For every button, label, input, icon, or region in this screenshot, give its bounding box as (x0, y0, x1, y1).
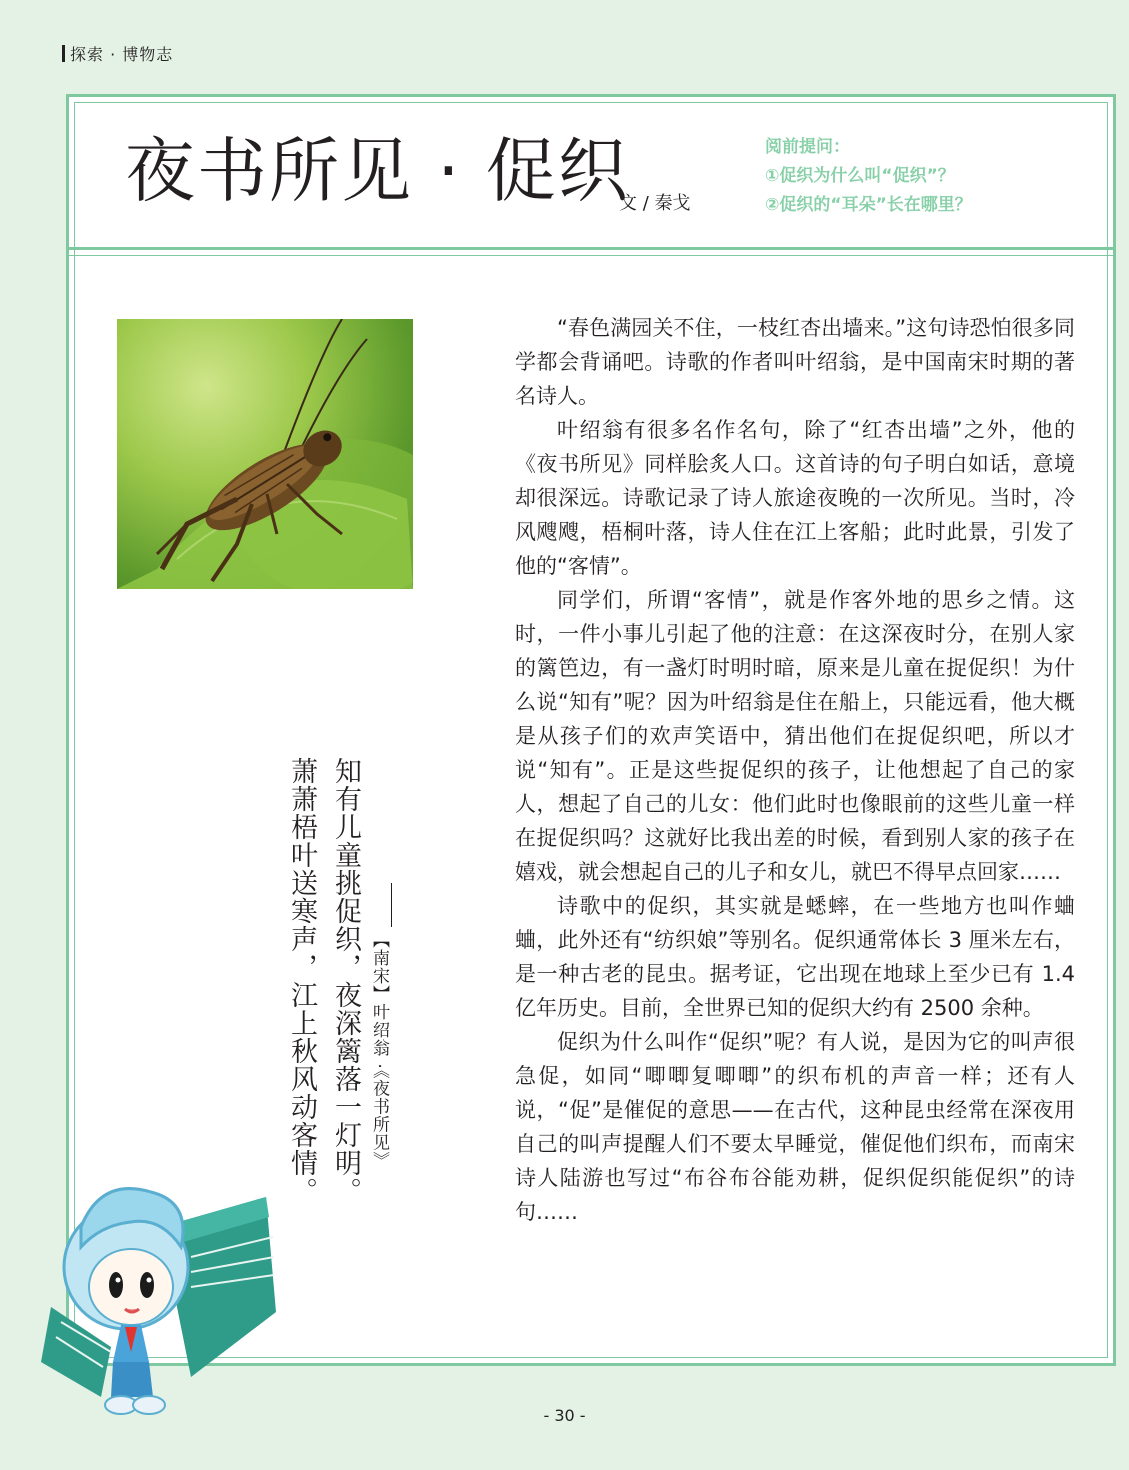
section-label-text: 探索 · 博物志 (70, 45, 174, 64)
title-divider (69, 247, 1113, 256)
cricket-photo (117, 319, 413, 589)
article-frame (66, 94, 1116, 1366)
prequestion-item: ①促织为什么叫“促织”？ (765, 166, 955, 186)
attribution-dash (391, 883, 392, 927)
prequestions-box (765, 133, 972, 220)
cricket-illustration (117, 319, 413, 589)
section-bar (62, 45, 65, 62)
prequestion-item: ②促织的“耳朵”长在哪里？ (765, 195, 972, 215)
article-paragraph: “春色满园关不住，一枝红杏出墙来。”这句诗恐怕很多同学都会背诵吧。诗歌的作者叫叶绍翁，是中国南宋时期的著名诗人。 (515, 316, 1075, 408)
poem-attribution-text: 【南宋】叶绍翁 ·《夜书所见》 (369, 931, 389, 1170)
poem-attribution (367, 883, 392, 1169)
mascot-illustration (41, 1147, 281, 1437)
article-paragraph: 促织为什么叫作“促织”呢？有人说，是因为它的叫声很急促，如同“唧唧复唧唧”的织布机的声音一样；还有人说，“促”是催促的意思——在古代，这种昆虫经常在深夜用自己的叫声提醒人们不要太早睡觉，催促他们织布，而南宋诗人陆游也写过“布谷布谷能劝耕，促织促织能促织”的诗句…… (515, 1030, 1075, 1224)
article-paragraph: 叶绍翁有很多名作名句，除了“红杏出墙”之外，他的《夜书所见》同样脍炙人口。这首诗的句子明白如话，意境却很深远。诗歌记录了诗人旅途夜晚的一次所见。当时，冷风飕飕，梧桐叶落，诗人住在江上客船；此时此景，引发了他的“客情”。 (515, 418, 1075, 578)
article-body (515, 311, 1075, 1229)
page-number: - 30 - (543, 1406, 586, 1425)
poem-line: 知有儿童挑促织，夜深篱落一灯明。 (330, 757, 361, 1205)
article-paragraph: 同学们，所谓“客情”，就是作客外地的思乡之情。这时，一件小事儿引起了他的注意：在这深夜时分，在别人家的篱笆边，有一盏灯时明时暗，原来是儿童在捉促织！为什么说“知有”呢？因为叶绍翁是住在船上，只能远看，他大概是从孩子们的欢声笑语中，猜出他们在捉促织吧，所以才说“知有”。正是这些捉促织的孩子，让他想起了自己的家人，想起了自己的儿女：他们此时也像眼前的这些儿童一样在捉促织吗？这就好比我出差的时候，看到别人家的孩子在嬉戏，就会想起自己的儿子和女儿，就巴不得早点回家…… (515, 588, 1075, 884)
poem-line: 萧萧梧叶送寒声，江上秋风动客情。 (286, 757, 317, 1205)
author-byline: 文 / 秦戈 (619, 193, 691, 214)
article-paragraph: 诗歌中的促织，其实就是蟋蟀，在一些地方也叫作蛐蛐，此外还有“纺织娘”等别名。促织通常体长 3 厘米左右，是一种古老的昆虫。据考证，它出现在地球上至少已有 1.4 亿年历史。目前，全世界已知的促织大约有 2500 余种。 (515, 894, 1075, 1020)
section-label (62, 42, 173, 65)
prequestions-heading: 阅前提问： (765, 137, 850, 157)
mascot-icon (41, 1147, 281, 1437)
article-title: 夜书所见 · 促织 (125, 130, 630, 212)
